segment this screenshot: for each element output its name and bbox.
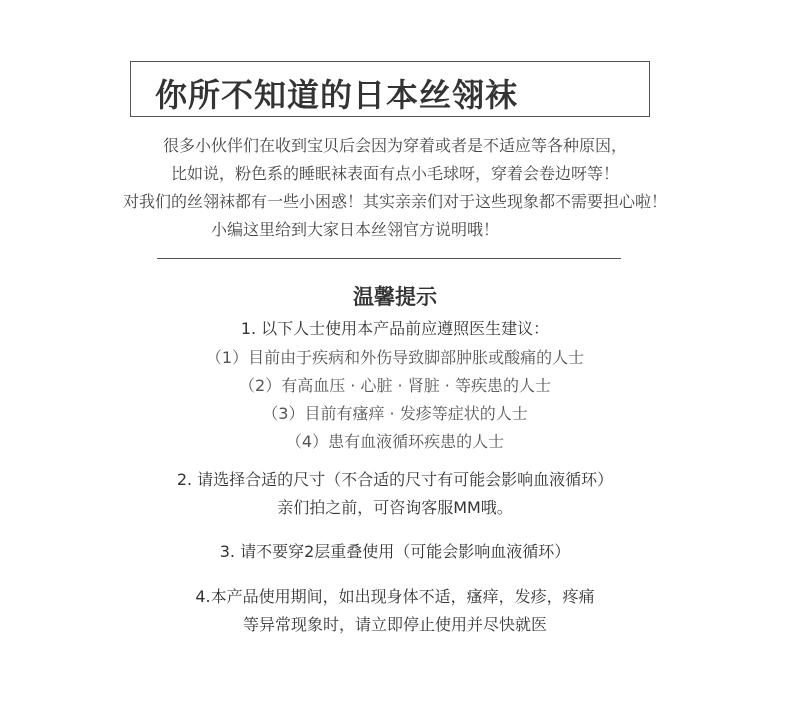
tip-2-line-2: 亲们拍之前，可咨询客服MM哦。	[277, 498, 513, 517]
tip-1-sub-1: （1）目前由于疾病和外伤导致脚部肿胀或酸痛的人士	[205, 348, 585, 367]
tip-1-sub-2: （2）有高血压 · 心脏 · 肾脏 · 等疾患的人士	[239, 376, 551, 395]
tip-1-sub-4: （4）患有血液循环疾患的人士	[285, 432, 505, 451]
intro-line-3: 对我们的丝翎袜都有一些小困惑！其实亲亲们对于这些现象都不需要担心啦！	[122, 192, 667, 211]
tip-1-sub-3: （3）目前有瘙痒 · 发疹等症状的人士	[262, 404, 528, 423]
tip-4-line-1: 4.本产品使用期间，如出现身体不适，瘙痒，发疹，疼痛	[195, 587, 595, 606]
tip-3-line-1: 3. 请不要穿2层重叠使用（可能会影响血液循环）	[219, 542, 571, 561]
intro-line-2: 比如说，粉色系的睡眠袜表面有点小毛球呀，穿着会卷边呀等！	[170, 164, 619, 183]
tip-1: 1. 以下人士使用本产品前应遵照医生建议：	[240, 319, 550, 338]
page-title: 你所不知道的日本丝翎袜	[155, 76, 519, 114]
tip-4-line-2: 等异常现象时，请立即停止使用并尽快就医	[242, 615, 547, 634]
tips-heading: 温馨提示	[353, 285, 437, 309]
intro-line-1: 很多小伙伴们在收到宝贝后会因为穿着或者是不适应等各种原因，	[162, 136, 627, 155]
title-box	[130, 61, 650, 117]
section-divider	[157, 258, 621, 259]
intro-line-4: 小编这里给到大家日本丝翎官方说明哦！	[210, 220, 499, 239]
tip-2-line-1: 2. 请选择合适的尺寸（不合适的尺寸有可能会影响血液循环）	[176, 470, 614, 489]
